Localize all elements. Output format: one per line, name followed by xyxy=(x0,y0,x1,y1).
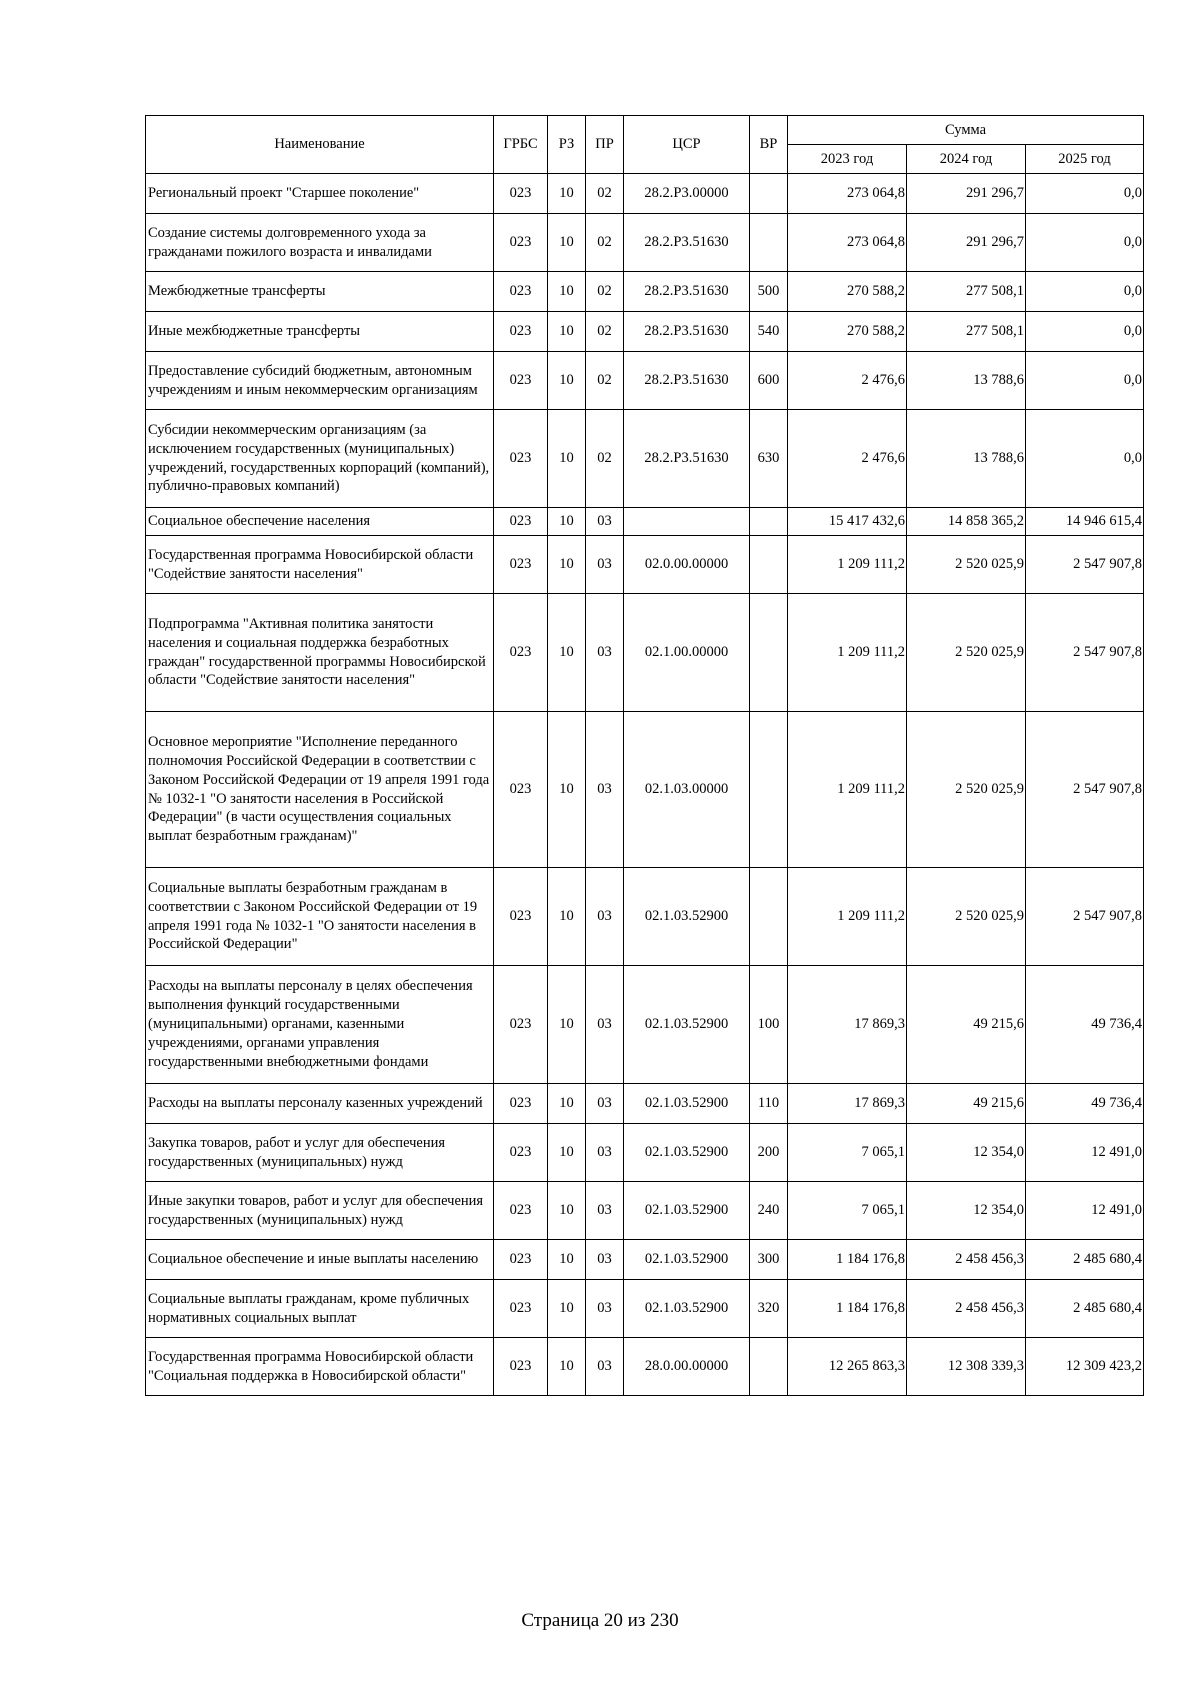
cell-csr: 02.1.03.52900 xyxy=(624,1124,750,1182)
header-vr: ВР xyxy=(750,116,788,174)
cell-vr: 110 xyxy=(750,1084,788,1124)
cell-name: Субсидии некоммерческим организациям (за исключением государственных (муниципальных) учреждений, государственных корпораций (компаний), публично-правовых компаний) xyxy=(146,410,494,508)
cell-csr: 28.2.P3.51630 xyxy=(624,312,750,352)
cell-2024: 12 354,0 xyxy=(907,1182,1026,1240)
cell-2023: 1 209 111,2 xyxy=(788,712,907,868)
cell-2024: 49 215,6 xyxy=(907,1084,1026,1124)
table-row xyxy=(146,272,1144,312)
cell-name: Создание системы долговременного ухода за гражданами пожилого возраста и инвалидами xyxy=(146,214,494,272)
cell-2025: 0,0 xyxy=(1026,410,1144,508)
cell-csr: 02.1.03.00000 xyxy=(624,712,750,868)
cell-name: Основное мероприятие "Исполнение переданного полномочия Российской Федерации в соответствии с Законом Российской Федерации от 19 апреля 1991 года № 1032-1 "О занятости населения в Российской Федерации" (в части осуществления социальных выплат безработным гражданам)" xyxy=(146,712,494,868)
cell-2023: 2 476,6 xyxy=(788,352,907,410)
cell-2025: 0,0 xyxy=(1026,272,1144,312)
cell-grbs: 023 xyxy=(494,508,548,536)
cell-csr: 02.1.03.52900 xyxy=(624,1280,750,1338)
cell-vr xyxy=(750,868,788,966)
header-grbs: ГРБС xyxy=(494,116,548,174)
cell-2023: 2 476,6 xyxy=(788,410,907,508)
cell-name: Государственная программа Новосибирской области "Содействие занятости населения" xyxy=(146,536,494,594)
cell-rz: 10 xyxy=(548,214,586,272)
cell-2024: 2 520 025,9 xyxy=(907,536,1026,594)
cell-csr: 28.2.P3.51630 xyxy=(624,352,750,410)
cell-name: Предоставление субсидий бюджетным, автономным учреждениям и иным некоммерческим организациям xyxy=(146,352,494,410)
table-row xyxy=(146,352,1144,410)
cell-rz: 10 xyxy=(548,1338,586,1396)
cell-csr: 28.0.00.00000 xyxy=(624,1338,750,1396)
cell-grbs: 023 xyxy=(494,312,548,352)
cell-2023: 270 588,2 xyxy=(788,312,907,352)
cell-rz: 10 xyxy=(548,966,586,1084)
cell-2023: 17 869,3 xyxy=(788,1084,907,1124)
cell-pr: 02 xyxy=(586,214,624,272)
cell-2023: 1 209 111,2 xyxy=(788,536,907,594)
cell-csr: 02.1.03.52900 xyxy=(624,1084,750,1124)
cell-2025: 2 547 907,8 xyxy=(1026,712,1144,868)
cell-vr xyxy=(750,1338,788,1396)
cell-vr: 100 xyxy=(750,966,788,1084)
cell-2025: 2 485 680,4 xyxy=(1026,1280,1144,1338)
cell-name: Иные межбюджетные трансферты xyxy=(146,312,494,352)
cell-grbs: 023 xyxy=(494,1280,548,1338)
table-row xyxy=(146,1124,1144,1182)
cell-2024: 14 858 365,2 xyxy=(907,508,1026,536)
cell-name: Региональный проект "Старшее поколение" xyxy=(146,174,494,214)
cell-name: Социальные выплаты безработным гражданам в соответствии с Законом Российской Федерации от 19 апреля 1991 года № 1032-1 "О занятости населения в Российской Федерации" xyxy=(146,868,494,966)
cell-name: Расходы на выплаты персоналу в целях обеспечения выполнения функций государственными (муниципальными) органами, казенными учреждениями, органами управления государственными внебюджетными фондами xyxy=(146,966,494,1084)
cell-grbs: 023 xyxy=(494,352,548,410)
cell-pr: 03 xyxy=(586,1182,624,1240)
cell-2025: 14 946 615,4 xyxy=(1026,508,1144,536)
cell-grbs: 023 xyxy=(494,410,548,508)
cell-2023: 15 417 432,6 xyxy=(788,508,907,536)
cell-2024: 2 520 025,9 xyxy=(907,712,1026,868)
cell-2025: 12 491,0 xyxy=(1026,1124,1144,1182)
cell-pr: 03 xyxy=(586,1240,624,1280)
cell-pr: 03 xyxy=(586,712,624,868)
cell-csr: 02.1.03.52900 xyxy=(624,966,750,1084)
cell-pr: 03 xyxy=(586,536,624,594)
cell-2025: 2 547 907,8 xyxy=(1026,594,1144,712)
cell-2025: 2 485 680,4 xyxy=(1026,1240,1144,1280)
cell-name: Расходы на выплаты персоналу казенных учреждений xyxy=(146,1084,494,1124)
cell-csr: 28.2.P3.51630 xyxy=(624,214,750,272)
cell-pr: 03 xyxy=(586,1084,624,1124)
table-row xyxy=(146,312,1144,352)
cell-2023: 7 065,1 xyxy=(788,1182,907,1240)
cell-2023: 12 265 863,3 xyxy=(788,1338,907,1396)
cell-2023: 1 209 111,2 xyxy=(788,594,907,712)
cell-2024: 2 520 025,9 xyxy=(907,594,1026,712)
cell-grbs: 023 xyxy=(494,272,548,312)
cell-vr: 630 xyxy=(750,410,788,508)
header-pr: ПР xyxy=(586,116,624,174)
cell-2024: 49 215,6 xyxy=(907,966,1026,1084)
cell-vr: 540 xyxy=(750,312,788,352)
cell-name: Закупка товаров, работ и услуг для обеспечения государственных (муниципальных) нужд xyxy=(146,1124,494,1182)
cell-2024: 13 788,6 xyxy=(907,410,1026,508)
cell-2023: 273 064,8 xyxy=(788,214,907,272)
cell-2023: 1 209 111,2 xyxy=(788,868,907,966)
cell-vr: 320 xyxy=(750,1280,788,1338)
cell-csr: 02.1.03.52900 xyxy=(624,1182,750,1240)
cell-pr: 02 xyxy=(586,272,624,312)
cell-csr: 28.2.P3.00000 xyxy=(624,174,750,214)
table-row xyxy=(146,1182,1144,1240)
cell-vr xyxy=(750,214,788,272)
cell-2024: 277 508,1 xyxy=(907,312,1026,352)
cell-grbs: 023 xyxy=(494,214,548,272)
cell-pr: 03 xyxy=(586,868,624,966)
cell-name: Социальное обеспечение и иные выплаты населению xyxy=(146,1240,494,1280)
cell-rz: 10 xyxy=(548,272,586,312)
cell-2025: 0,0 xyxy=(1026,312,1144,352)
cell-name: Социальные выплаты гражданам, кроме публичных нормативных социальных выплат xyxy=(146,1280,494,1338)
cell-pr: 03 xyxy=(586,1124,624,1182)
cell-vr: 300 xyxy=(750,1240,788,1280)
cell-2024: 12 354,0 xyxy=(907,1124,1026,1182)
cell-2024: 2 458 456,3 xyxy=(907,1280,1026,1338)
cell-vr xyxy=(750,508,788,536)
cell-rz: 10 xyxy=(548,352,586,410)
table-row xyxy=(146,536,1144,594)
cell-2024: 13 788,6 xyxy=(907,352,1026,410)
cell-2025: 0,0 xyxy=(1026,352,1144,410)
cell-csr: 02.1.03.52900 xyxy=(624,1240,750,1280)
table-row xyxy=(146,410,1144,508)
table-row xyxy=(146,966,1144,1084)
cell-rz: 10 xyxy=(548,1182,586,1240)
cell-2023: 17 869,3 xyxy=(788,966,907,1084)
cell-csr xyxy=(624,508,750,536)
cell-rz: 10 xyxy=(548,1124,586,1182)
cell-2024: 291 296,7 xyxy=(907,174,1026,214)
cell-name: Государственная программа Новосибирской области "Социальная поддержка в Новосибирской области" xyxy=(146,1338,494,1396)
header-year-2023: 2023 год xyxy=(788,145,907,174)
cell-name: Подпрограмма "Активная политика занятости населения и социальная поддержка безработных граждан" государственной программы Новосибирской области "Содействие занятости населения" xyxy=(146,594,494,712)
cell-pr: 02 xyxy=(586,352,624,410)
cell-rz: 10 xyxy=(548,312,586,352)
cell-vr: 200 xyxy=(750,1124,788,1182)
cell-grbs: 023 xyxy=(494,536,548,594)
cell-grbs: 023 xyxy=(494,1182,548,1240)
cell-name: Социальное обеспечение населения xyxy=(146,508,494,536)
cell-grbs: 023 xyxy=(494,1338,548,1396)
cell-vr xyxy=(750,536,788,594)
cell-grbs: 023 xyxy=(494,966,548,1084)
cell-2024: 2 458 456,3 xyxy=(907,1240,1026,1280)
cell-grbs: 023 xyxy=(494,1084,548,1124)
cell-2024: 2 520 025,9 xyxy=(907,868,1026,966)
cell-grbs: 023 xyxy=(494,174,548,214)
cell-2023: 273 064,8 xyxy=(788,174,907,214)
budget-table xyxy=(145,115,1144,1396)
cell-rz: 10 xyxy=(548,508,586,536)
cell-rz: 10 xyxy=(548,712,586,868)
cell-csr: 02.1.03.52900 xyxy=(624,868,750,966)
table-row xyxy=(146,868,1144,966)
cell-rz: 10 xyxy=(548,1084,586,1124)
cell-grbs: 023 xyxy=(494,1240,548,1280)
cell-pr: 03 xyxy=(586,508,624,536)
cell-grbs: 023 xyxy=(494,1124,548,1182)
cell-2025: 49 736,4 xyxy=(1026,966,1144,1084)
cell-vr xyxy=(750,174,788,214)
cell-rz: 10 xyxy=(548,174,586,214)
cell-2025: 49 736,4 xyxy=(1026,1084,1144,1124)
table-row xyxy=(146,508,1144,536)
cell-csr: 02.1.00.00000 xyxy=(624,594,750,712)
cell-2023: 7 065,1 xyxy=(788,1124,907,1182)
table-row xyxy=(146,214,1144,272)
cell-vr xyxy=(750,712,788,868)
cell-grbs: 023 xyxy=(494,712,548,868)
header-year-2024: 2024 год xyxy=(907,145,1026,174)
cell-grbs: 023 xyxy=(494,868,548,966)
cell-2024: 12 308 339,3 xyxy=(907,1338,1026,1396)
cell-pr: 03 xyxy=(586,966,624,1084)
cell-name: Межбюджетные трансферты xyxy=(146,272,494,312)
table-row xyxy=(146,1084,1144,1124)
cell-2025: 2 547 907,8 xyxy=(1026,536,1144,594)
cell-rz: 10 xyxy=(548,410,586,508)
cell-2024: 291 296,7 xyxy=(907,214,1026,272)
cell-csr: 02.0.00.00000 xyxy=(624,536,750,594)
cell-rz: 10 xyxy=(548,536,586,594)
cell-pr: 02 xyxy=(586,312,624,352)
cell-rz: 10 xyxy=(548,1240,586,1280)
cell-2025: 0,0 xyxy=(1026,174,1144,214)
table-row xyxy=(146,1240,1144,1280)
cell-name: Иные закупки товаров, работ и услуг для обеспечения государственных (муниципальных) нужд xyxy=(146,1182,494,1240)
cell-rz: 10 xyxy=(548,868,586,966)
cell-pr: 02 xyxy=(586,410,624,508)
cell-pr: 02 xyxy=(586,174,624,214)
table-body xyxy=(146,174,1144,1396)
table-row xyxy=(146,174,1144,214)
cell-vr: 500 xyxy=(750,272,788,312)
cell-grbs: 023 xyxy=(494,594,548,712)
cell-pr: 03 xyxy=(586,1338,624,1396)
cell-pr: 03 xyxy=(586,1280,624,1338)
table-row xyxy=(146,1280,1144,1338)
cell-2024: 277 508,1 xyxy=(907,272,1026,312)
cell-rz: 10 xyxy=(548,1280,586,1338)
cell-2023: 270 588,2 xyxy=(788,272,907,312)
header-csr: ЦСР xyxy=(624,116,750,174)
cell-rz: 10 xyxy=(548,594,586,712)
table-row xyxy=(146,1338,1144,1396)
cell-2025: 0,0 xyxy=(1026,214,1144,272)
table-row xyxy=(146,712,1144,868)
cell-2025: 12 491,0 xyxy=(1026,1182,1144,1240)
cell-vr: 600 xyxy=(750,352,788,410)
header-name: Наименование xyxy=(146,116,494,174)
cell-2025: 2 547 907,8 xyxy=(1026,868,1144,966)
cell-pr: 03 xyxy=(586,594,624,712)
cell-vr: 240 xyxy=(750,1182,788,1240)
cell-2025: 12 309 423,2 xyxy=(1026,1338,1144,1396)
header-year-2025: 2025 год xyxy=(1026,145,1144,174)
cell-vr xyxy=(750,594,788,712)
header-sum: Сумма xyxy=(788,116,1144,145)
page-number: Страница 20 из 230 xyxy=(521,1610,679,1631)
cell-csr: 28.2.P3.51630 xyxy=(624,272,750,312)
cell-csr: 28.2.P3.51630 xyxy=(624,410,750,508)
cell-2023: 1 184 176,8 xyxy=(788,1280,907,1338)
header-rz: РЗ xyxy=(548,116,586,174)
table-row xyxy=(146,594,1144,712)
cell-2023: 1 184 176,8 xyxy=(788,1240,907,1280)
